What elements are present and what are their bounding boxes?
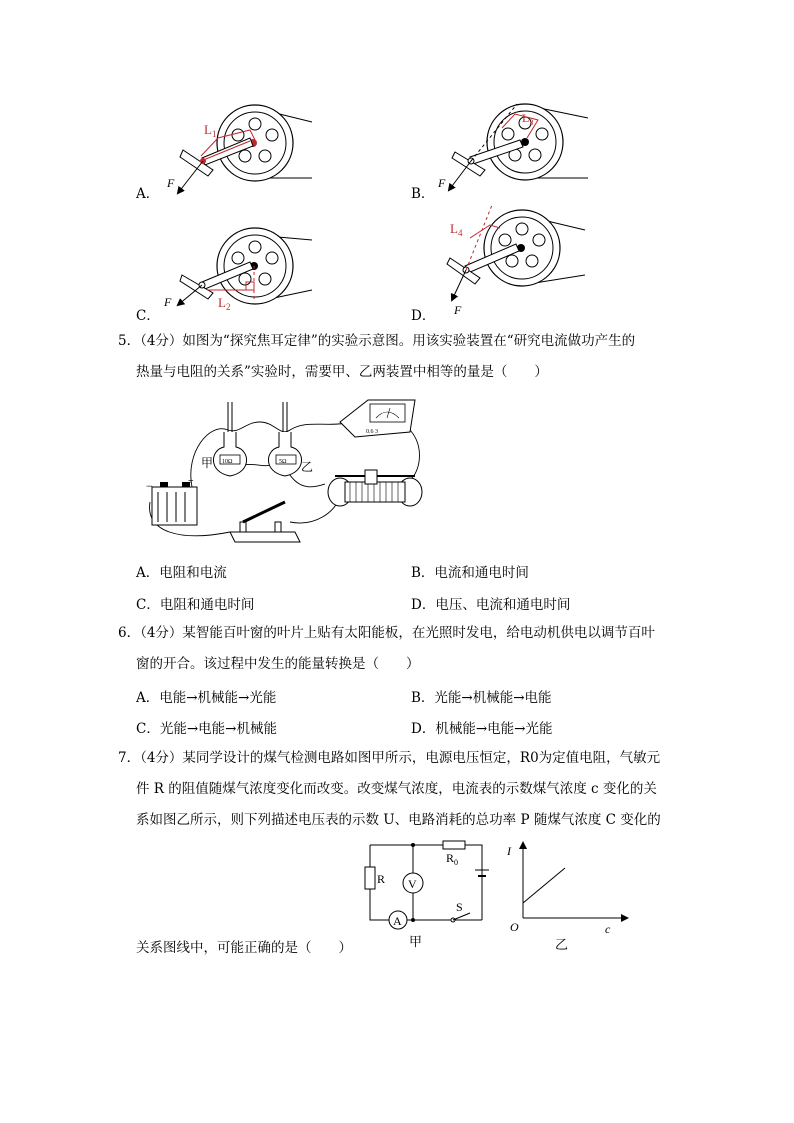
- ammeter: [340, 400, 415, 437]
- flask-yi-resistor: 5Ω: [279, 459, 287, 465]
- force-label-c: F: [164, 295, 172, 309]
- q6-option-c[interactable]: C．光能→电能→机械能: [136, 721, 277, 737]
- rheostat: [328, 470, 422, 506]
- q5-stem-line1: 5．（4分）如图为“探究焦耳定律”的实验示意图。用该实验装置在“研究电流做功产生的: [118, 333, 636, 349]
- graph-caption-yi: 乙: [555, 937, 569, 952]
- q6-stem-line1: 6．（4分）某智能百叶窗的叶片上贴有太阳能板，在光照时发电，给电动机供电以调节百叶: [118, 625, 655, 641]
- voltmeter-label: V: [408, 877, 417, 891]
- q6-option-d[interactable]: D．机械能→电能→光能: [411, 721, 553, 737]
- q4-figure-b: [437, 104, 588, 190]
- q7-stem-line4: 关系图线中，可能正确的是（ ）: [136, 940, 352, 956]
- force-label-a: F: [167, 176, 175, 190]
- q7-stem-line2: 件 R 的阻值随煤气浓度变化而改变。改变煤气浓度，电流表的示数煤气浓度 c 变化的关: [136, 781, 657, 797]
- q5-stem-line2: 热量与电阻的关系”实验时，需要甲、乙两装置中相等的量是（ ）: [136, 364, 548, 380]
- resistor-r-label: R: [377, 872, 386, 886]
- q5-option-d[interactable]: D．电压、电流和通电时间: [411, 597, 571, 613]
- graph-current-line: [523, 868, 565, 903]
- q6-stem-line2: 窗的开合。该过程中发生的能量转换是（ ）: [136, 656, 420, 672]
- label-jia: 甲: [201, 456, 214, 470]
- arm-label-l3: $L_3$: [522, 111, 534, 127]
- q7-graph-yi: [505, 838, 630, 953]
- q4-option-b-label[interactable]: B．: [411, 186, 435, 202]
- knife-switch: [230, 502, 300, 542]
- resistor-r0-label: $R_0$: [446, 851, 459, 867]
- q6-option-b[interactable]: B．光能→机械能→电能: [411, 690, 552, 706]
- battery: [146, 476, 197, 525]
- q4-option-c-label[interactable]: C．: [136, 308, 160, 324]
- arm-label-l4: $L_4$: [450, 221, 463, 238]
- q4-figure-a: [166, 105, 312, 193]
- graph-y-label: I: [507, 844, 511, 858]
- graph-origin-label: O: [510, 920, 519, 934]
- ammeter-label: A: [393, 914, 402, 928]
- label-yi: 乙: [301, 460, 314, 474]
- q5-option-b[interactable]: B．电流和通电时间: [411, 565, 529, 581]
- q5-option-c[interactable]: C．电阻和通电时间: [136, 597, 255, 613]
- q7-stem-line3: 系如图乙所示，则下列描述电压表的示数 U、电路消耗的总功率 P 随煤气浓度 C 变化的: [136, 812, 661, 828]
- battery-plus: +: [188, 476, 194, 487]
- q7-stem-line1: 7．（4分）某同学设计的煤气检测电路如图甲所示，电源电压恒定，R0为定值电阻，气敏元: [118, 750, 661, 766]
- q4-option-d-label[interactable]: D．: [411, 308, 436, 324]
- flask-jia: [213, 402, 246, 476]
- ammeter-terminals: 0.6 3: [366, 429, 378, 435]
- q6-option-a[interactable]: A．电能→机械能→光能: [136, 690, 277, 706]
- q4-lever-figures: [0, 0, 794, 330]
- circuit-caption-jia: 甲: [409, 934, 423, 949]
- arm-label-l1: $L_1$: [204, 122, 217, 139]
- force-label-b: F: [438, 176, 446, 190]
- flask-jia-resistor: 10Ω: [222, 459, 233, 465]
- q4-figure-c: [163, 228, 312, 312]
- arm-label-l2: $L_2$: [218, 295, 231, 312]
- q4-option-a-label[interactable]: A．: [136, 186, 160, 202]
- flask-yi: [268, 402, 301, 476]
- force-label-d: F: [454, 303, 462, 317]
- q4-figure-d: [447, 205, 585, 317]
- graph-x-label: c: [605, 922, 611, 936]
- q5-option-a[interactable]: A．电阻和电流: [136, 565, 227, 581]
- q7-circuit-jia: [355, 835, 500, 955]
- q5-joule-apparatus-figure: [140, 392, 440, 552]
- switch-label: S: [456, 900, 463, 914]
- battery-minus: −: [146, 479, 153, 493]
